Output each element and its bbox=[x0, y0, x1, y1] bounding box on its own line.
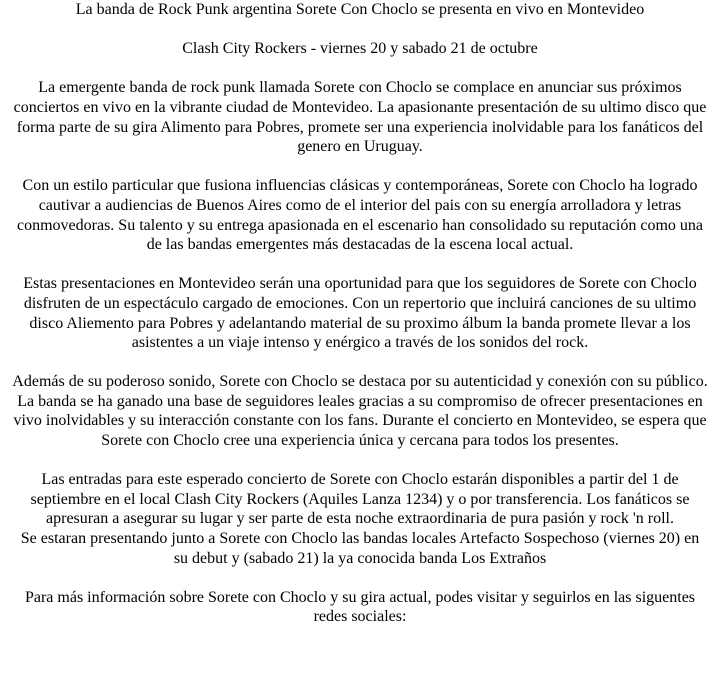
paragraph-repertoire: Estas presentaciones en Montevideo serán una oportunidad para que los seguidores de Sorete con Choclo disfruten de un espectáculo cargado de emociones. Con un repertorio que incluirá canciones de su ultimo disco Aliemento para Pobres y adelantando material de su proximo álbum la banda promete llevar a los asistentes a un viaje intenso y enérgico a través de los sonidos del rock. bbox=[23, 275, 697, 352]
paragraph-style: Con un estilo particular que fusiona influencias clásicas y contemporáneas, Sorete con Choclo ha logrado cautivar a audiencias de Buenos Aires como de el interior del pais con su energía arrolladora y letras conmovedoras. Su talento y su entrega apasionada en el escenario han consolidado su reputación como una de las bandas emergentes más destacadas de la escena local actual. bbox=[17, 177, 703, 254]
paragraph-more-info: Para más información sobre Sorete con Choclo y su gira actual, podes visitar y seguirlos en las siguentes redes sociales: bbox=[24, 588, 696, 626]
paragraph-intro: La emergente banda de rock punk llamada Sorete con Choclo se complace en anunciar sus próximos conciertos en vivo en la vibrante ciudad de Montevideo. La apasionante presentación de su ultimo disco que forma parte de su gira Alimento para Pobres, promete ser una experiencia inolvidable para los fanáticos del genero en Uruguay. bbox=[13, 79, 707, 156]
paragraph-tickets: Las entradas para este esperado concierto de Sorete con Choclo estarán disponibles a partir del 1 de septiembre en el local Clash City Rockers (Aquiles Lanza 1234) y o por transferencia. Los fanáticos se apresuran a asegurar su lugar y ser parte de esta noche extraordinaria de pura pasión y rock 'n roll. bbox=[30, 471, 690, 528]
event-line: Clash City Rockers - viernes 20 y sabado 21 de octubre bbox=[182, 40, 538, 58]
paragraph-supporting-bands: Se estaran presentando junto a Sorete con Choclo las bandas locales Artefacto Sospechoso (viernes 20) en su debut y (sabado 21) la ya conocida banda Los Extraños bbox=[20, 530, 700, 567]
headline: La banda de Rock Punk argentina Sorete Con Choclo se presenta en vivo en Montevideo bbox=[75, 1, 645, 18]
paragraph-authenticity: Además de su poderoso sonido, Sorete con Choclo se destaca por su autenticidad y conexión con su público. La banda se ha ganado una base de seguidores leales gracias a su compromiso de ofrecer presentaciones en vivo inolvidables y su interacción constante con los fans. Durante el concierto en Montevideo, se espera que Sorete con Choclo cree una experiencia única y cercana para todos los presentes. bbox=[12, 373, 708, 450]
